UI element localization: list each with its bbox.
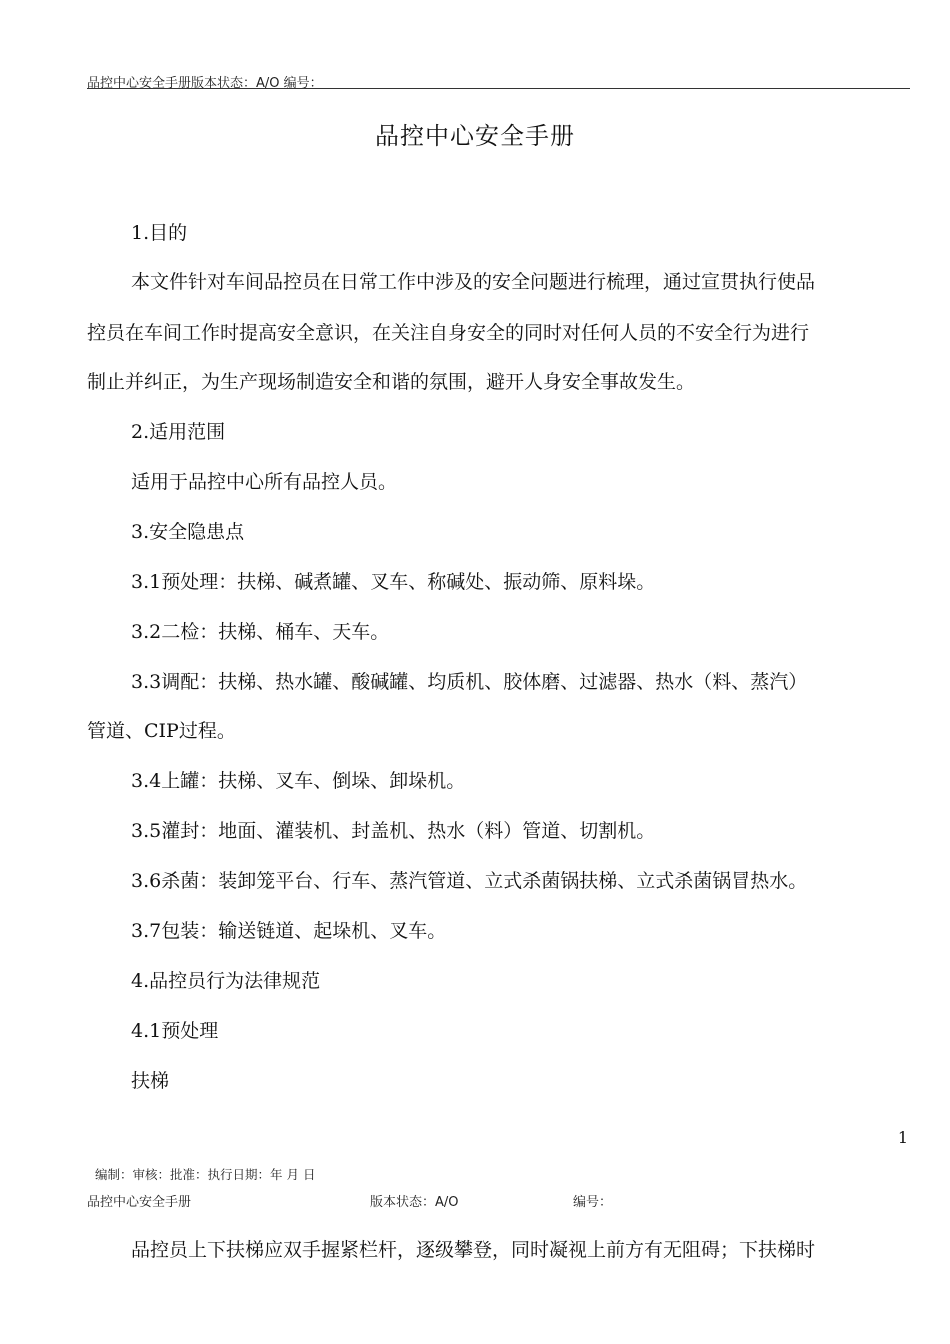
section-3-1: 3.1预处理：扶梯、碱煮罐、叉车、称碱处、振动筛、原料垛。 bbox=[131, 571, 656, 593]
section-2-text: 适用于品控中心所有品控人员。 bbox=[131, 471, 398, 493]
section-3-2: 3.2二检：扶梯、桶车、天车。 bbox=[131, 621, 390, 643]
section-4-1-heading: 4.1预处理 bbox=[131, 1020, 219, 1042]
page-number: 1 bbox=[897, 1128, 908, 1147]
page2-header-version: 版本状态：A/O bbox=[370, 1195, 459, 1210]
section-4-heading: 4.品控员行为法律规范 bbox=[131, 970, 321, 992]
section-1-heading: 1.目的 bbox=[131, 222, 188, 244]
section-3-5: 3.5灌封：地面、灌装机、封盖机、热水（料）管道、切割机。 bbox=[131, 820, 656, 842]
section-4-1-subheading: 扶梯 bbox=[131, 1070, 170, 1092]
section-3-3-line-2: 管道、CIP过程。 bbox=[87, 720, 236, 742]
section-3-4: 3.4上罐：扶梯、叉车、倒垛、卸垛机。 bbox=[131, 770, 466, 792]
page2-header-title: 品控中心安全手册 bbox=[87, 1195, 192, 1210]
section-1-paragraph-line-3: 制止并纠正，为生产现场制造安全和谐的氛围，避开人身安全事故发生。 bbox=[87, 371, 696, 393]
section-3-3-line-1: 3.3调配：扶梯、热水罐、酸碱罐、均质机、胶体磨、过滤器、热水（料、蒸汽） bbox=[131, 671, 808, 693]
section-1-paragraph-line-1: 本文件针对车间品控员在日常工作中涉及的安全问题进行梳理，通过宣贯执行使品 bbox=[131, 271, 816, 293]
page2-paragraph-line-1: 品控员上下扶梯应双手握紧栏杆，逐级攀登，同时凝视上前方有无阻碍；下扶梯时 bbox=[131, 1239, 816, 1261]
running-header: 品控中心安全手册版本状态：A/O 编号： bbox=[87, 76, 323, 91]
section-3-7: 3.7包装：输送链道、起垛机、叉车。 bbox=[131, 920, 447, 942]
section-3-heading: 3.安全隐患点 bbox=[131, 521, 245, 543]
signoff-line: 编制：审核：批准：执行日期：年 月 日 bbox=[95, 1167, 316, 1182]
section-1-paragraph-line-2: 控员在车间工作时提高安全意识，在关注自身安全的同时对任何人员的不安全行为进行 bbox=[87, 322, 810, 344]
section-3-6: 3.6杀菌：装卸笼平台、行车、蒸汽管道、立式杀菌锅扶梯、立式杀菌锅冒热水。 bbox=[131, 870, 808, 892]
section-2-heading: 2.适用范围 bbox=[131, 421, 226, 443]
document-title: 品控中心安全手册 bbox=[375, 122, 575, 150]
page2-header-number: 编号： bbox=[573, 1195, 613, 1210]
header-divider bbox=[87, 88, 910, 89]
